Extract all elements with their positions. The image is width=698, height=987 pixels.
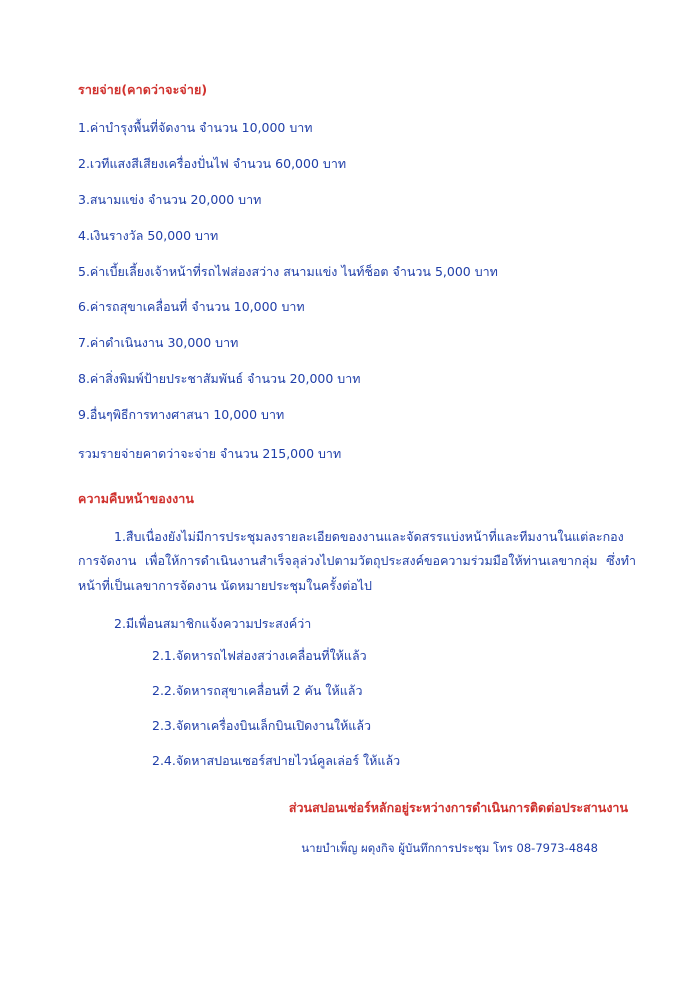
expense-item: 8.ค่าสิ่งพิมพ์ป้ายประชาสัมพันธ์ จำนวน 20,000 บาท: [78, 371, 361, 387]
progress-subitem: 2.1.จัดหารถไฟส่องสว่างเคลื่อนที่ให้แล้ว: [152, 648, 367, 664]
expense-item: 3.สนามแข่ง จำนวน 20,000 บาท: [78, 191, 262, 207]
progress-section-heading: ความคืบหน้าของงาน: [78, 490, 195, 506]
progress-subitem: 2.4.จัดหาสปอนเซอร์สปายไวน์คูลเล่อร์ ให้แล้ว: [152, 752, 401, 768]
signature-line: นายบำเพ็ญ ผดุงกิจ ผู้บันทึกการประชุม โทร 08-7973-4848: [301, 840, 598, 855]
expense-item: 4.เงินรางวัล 50,000 บาท: [78, 227, 219, 243]
expense-item: 1.ค่าบำรุงพื้นที่จัดงาน จำนวน 10,000 บาท: [78, 120, 313, 135]
progress-paragraph-1: 1.สืบเนื่องยังไม่มีการประชุมลงรายละเอียดของงานและจัดสรรแบ่งหน้าที่และทีมงานในแต่ละกองการจัดงาน เพื่อให้การดำเนินงานสำเร็จลุล่วงไปตามวัตถุประสงค์ขอความร่วมมือให้ท่านเลขากลุ่ม ซึ่งทำหน้าที่เป็นเลขาการจัดงาน นัดหมายประชุมในครั้งต่อไป: [78, 528, 636, 593]
expense-item: 2.เวทีแสงสีเสียงเครื่องปั่นไฟ จำนวน 60,000 บาท: [78, 155, 347, 171]
expense-total: รวมรายจ่ายคาดว่าจะจ่าย จำนวน 215,000 บาท: [78, 445, 342, 461]
expense-item: 6.ค่ารถสุขาเคลื่อนที่ จำนวน 10,000 บาท: [78, 299, 305, 315]
expense-item: 5.ค่าเบี้ยเลี้ยงเจ้าหน้าที่รถไฟส่องสว่าง สนามแข่ง ไนท์ช็อต จำนวน 5,000 บาท: [78, 263, 498, 279]
progress-subitem: 2.2.จัดหารถสุขาเคลื่อนที่ 2 คัน ให้แล้ว: [152, 683, 363, 699]
expense-item: 9.อื่นๆพิธีการทางศาสนา 10,000 บาท: [78, 407, 285, 422]
progress-paragraph-2: 2.มีเพื่อนสมาชิกแจ้งความประสงค์ว่า: [114, 615, 312, 631]
expense-section-heading: รายจ่าย(คาดว่าจะจ่าย): [78, 82, 208, 97]
closing-note: ส่วนสปอนเซ่อร์หลักอยู่ระหว่างการดำเนินการติดต่อประสานงาน: [288, 799, 628, 815]
expense-item: 7.ค่าดำเนินงาน 30,000 บาท: [78, 335, 239, 351]
progress-subitem: 2.3.จัดหาเครื่องบินเล็กบินเปิดงานให้แล้ว: [152, 718, 372, 733]
